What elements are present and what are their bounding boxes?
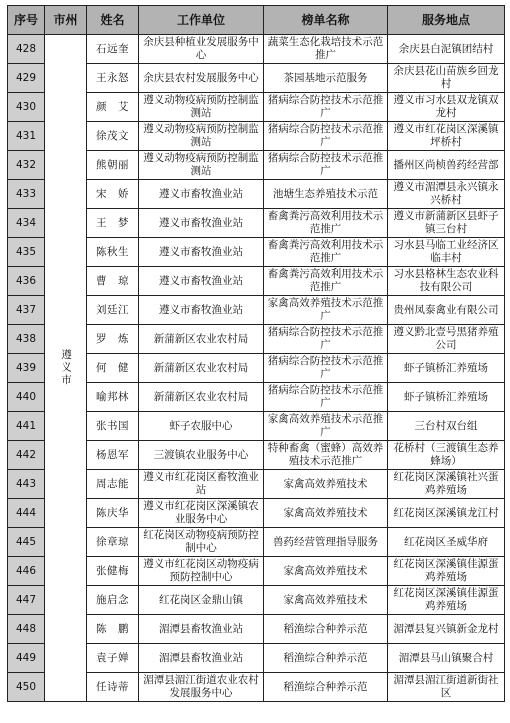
row-name: 陈秋生 [87,238,139,267]
row-list: 猪病综合防控技术示范推广 [264,122,388,151]
row-place: 遵义市湄潭县永兴镇永兴桥村 [388,180,505,209]
row-unit: 遵义市畜牧渔业站 [139,209,264,238]
row-place: 余庆县花山苗族乡回龙村 [388,64,505,93]
row-unit: 湄潭县畜牧渔业站 [139,615,264,644]
row-name: 王 梦 [87,209,139,238]
row-list: 家禽高效养殖技术 [264,470,388,499]
row-name: 袁子婵 [87,644,139,673]
row-list: 稻渔综合种养示范 [264,673,388,702]
header-row [8,6,505,35]
row-place: 遵义黔北壹号黑猪养殖公司 [388,325,505,354]
row-name: 王永怒 [87,64,139,93]
row-list: 猪病综合防控技术示范推广 [264,325,388,354]
row-list: 家禽高效养殖技术示范推广 [264,296,388,325]
row-list: 茶园基地示范服务 [264,64,388,93]
row-unit: 湄潭县湄江街道农业农村发展服务中心 [139,673,264,702]
row-unit: 湄潭县畜牧渔业站 [139,644,264,673]
table-row [8,35,505,64]
row-name: 张健梅 [87,557,139,586]
row-place: 播州区尚桢兽药经营部 [388,151,505,180]
row-seq: 431 [8,122,45,151]
row-list: 家禽高效养殖技术 [264,499,388,528]
row-unit: 遵义市畜牧渔业站 [139,180,264,209]
row-unit: 余庆县种植业发展服务中心 [139,35,264,64]
row-place: 红花岗区圣威华府 [388,528,505,557]
row-seq: 447 [8,586,45,615]
row-place: 红花岗区深溪镇社兴蛋鸡养殖场 [388,470,505,499]
row-unit: 遵义市畜牧渔业站 [139,267,264,296]
row-list: 稻渔综合种养示范 [264,644,388,673]
row-place: 余庆县白泥镇团结村 [388,35,505,64]
row-list: 猪病综合防控技术示范推广 [264,383,388,412]
row-place: 习水县马临工业经济区临丰村 [388,238,505,267]
row-name: 罗 炼 [87,325,139,354]
row-list: 家禽高效养殖技术 [264,586,388,615]
row-list: 猪病综合防控技术示范推广 [264,93,388,122]
row-list: 家禽高效养殖技术 [264,557,388,586]
row-name: 石远奎 [87,35,139,64]
row-unit: 新蒲新区农业农村局 [139,354,264,383]
header-place: 服务地点 [388,6,505,35]
row-seq: 437 [8,296,45,325]
row-seq: 439 [8,354,45,383]
row-seq: 442 [8,441,45,470]
row-unit: 遵义市红花岗区动物疫病预防控制中心 [139,557,264,586]
row-seq: 435 [8,238,45,267]
row-list: 猪病综合防控技术示范推广 [264,151,388,180]
row-name: 陈 鹏 [87,615,139,644]
row-unit: 三渡镇农业服务中心 [139,441,264,470]
row-place: 湄潭县复兴镇新金龙村 [388,615,505,644]
row-seq: 438 [8,325,45,354]
city-cell: 遵义市 [45,35,87,702]
row-list: 猪病综合防控技术示范推广 [264,354,388,383]
row-seq: 444 [8,499,45,528]
row-name: 曹 琼 [87,267,139,296]
row-list: 蔬菜生态化栽培技术示范推广 [264,35,388,64]
roster-body [8,35,505,702]
row-seq: 441 [8,412,45,441]
row-place: 湄潭县马山镇聚合村 [388,644,505,673]
header-name: 姓名 [87,6,139,35]
row-seq: 434 [8,209,45,238]
row-unit: 遵义动物疫病预防控制监测站 [139,151,264,180]
row-place: 花桥村（三渡镇生态养蜂场） [388,441,505,470]
row-unit: 新蒲新区农业农村局 [139,383,264,412]
row-list: 兽药经营管理指导服务 [264,528,388,557]
row-seq: 433 [8,180,45,209]
row-seq: 449 [8,644,45,673]
row-name: 施启念 [87,586,139,615]
row-place: 贵州凤泰禽业有限公司 [388,296,505,325]
row-list: 特种畜禽（蜜蜂）高效养殖技术示范推广 [264,441,388,470]
row-name: 杨恩军 [87,441,139,470]
row-unit: 遵义市红花岗区深溪镇农业服务中心 [139,499,264,528]
row-place: 遵义市习水县双龙镇双龙村 [388,93,505,122]
row-name: 宋 娇 [87,180,139,209]
header-city: 市州 [45,6,87,35]
row-unit: 遵义动物疫病预防控制监测站 [139,122,264,151]
row-name: 陈庆华 [87,499,139,528]
row-unit: 虾子农服中心 [139,412,264,441]
row-place: 虾子镇桥汇养殖场 [388,383,505,412]
row-list: 畜禽粪污高效利用技术示范推广 [264,238,388,267]
row-unit: 遵义市畜牧渔业站 [139,296,264,325]
row-place: 遵义市新蒲新区县虾子镇三台村 [388,209,505,238]
row-unit: 红花岗区动物疫病预防控制中心 [139,528,264,557]
row-list: 池塘生态养殖技术示范 [264,180,388,209]
row-seq: 436 [8,267,45,296]
row-seq: 440 [8,383,45,412]
row-place: 红花岗区深溪镇佳源蛋鸡养殖场 [388,586,505,615]
row-name: 周志能 [87,470,139,499]
row-name: 熊朝丽 [87,151,139,180]
row-seq: 446 [8,557,45,586]
row-place: 虾子镇桥汇养殖场 [388,354,505,383]
header-list: 榜单名称 [264,6,388,35]
row-unit: 遵义市红花岗区畜牧渔业站 [139,470,264,499]
roster-table [7,5,505,702]
row-place: 红花岗区深溪镇佳源蛋鸡养殖场 [388,557,505,586]
row-list: 稻渔综合种养示范 [264,615,388,644]
header-seq: 序号 [8,6,45,35]
row-place: 湄潭县湄江街道新街社区 [388,673,505,702]
row-name: 徐章琼 [87,528,139,557]
header-unit: 工作单位 [139,6,264,35]
row-name: 任诗蒂 [87,673,139,702]
row-seq: 428 [8,35,45,64]
row-name: 喻邦林 [87,383,139,412]
row-unit: 新蒲新区农业农村局 [139,325,264,354]
row-list: 畜禽粪污高效利用技术示范推广 [264,267,388,296]
row-place: 遵义市红花岗区深溪镇坪桥村 [388,122,505,151]
row-seq: 450 [8,673,45,702]
row-seq: 430 [8,93,45,122]
row-unit: 红花岗区金鼎山镇 [139,586,264,615]
row-seq: 445 [8,528,45,557]
row-place: 三台村双台组 [388,412,505,441]
row-unit: 遵义市畜牧渔业站 [139,238,264,267]
row-name: 颜 艾 [87,93,139,122]
row-name: 张书国 [87,412,139,441]
row-list: 畜禽粪污高效利用技术示范推广 [264,209,388,238]
row-list: 家禽高效养殖技术示范推广 [264,412,388,441]
row-unit: 余庆县农村发展服务中心 [139,64,264,93]
row-place: 红花岗区深溪镇龙江村 [388,499,505,528]
row-seq: 448 [8,615,45,644]
row-name: 徐茂文 [87,122,139,151]
row-name: 何 健 [87,354,139,383]
row-seq: 429 [8,64,45,93]
row-seq: 432 [8,151,45,180]
row-place: 习水县格林生态农业科技有限公司 [388,267,505,296]
row-name: 刘廷江 [87,296,139,325]
row-seq: 443 [8,470,45,499]
row-unit: 遵义动物疫病预防控制监测站 [139,93,264,122]
